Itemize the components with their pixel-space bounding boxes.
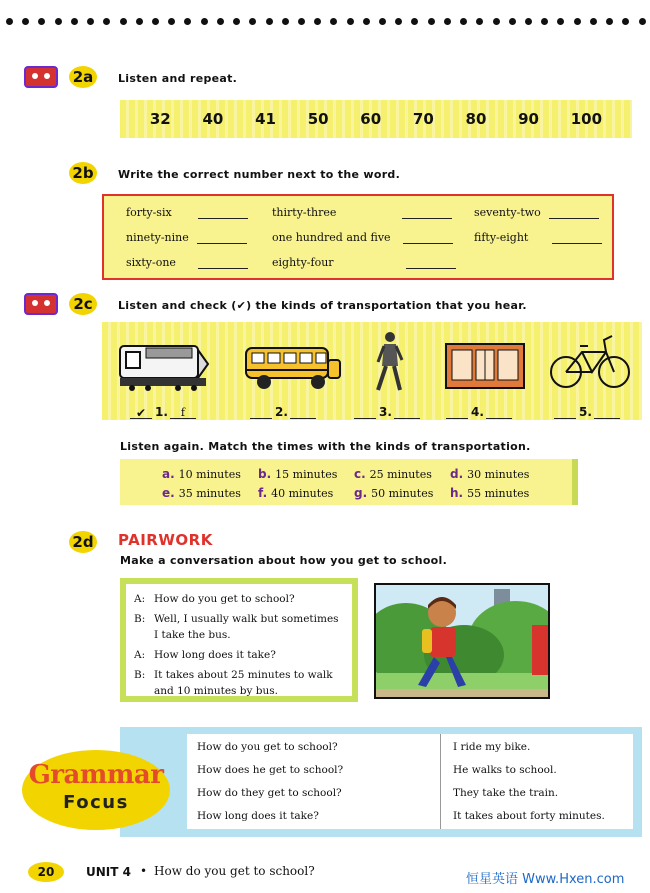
word-item	[126, 256, 248, 269]
slot-number: 3.	[379, 405, 392, 419]
number-item: 80	[465, 110, 487, 128]
dotted-border	[6, 18, 646, 28]
grammar-table	[187, 734, 633, 829]
time-option[interactable]	[450, 467, 529, 481]
option-letter: e.	[162, 486, 175, 500]
word-label: eighty-four	[272, 256, 334, 269]
section-2c-badge: 2c	[69, 293, 97, 315]
option-text: 50 minutes	[371, 487, 434, 500]
slot-number: 5.	[579, 405, 592, 419]
grammar-answer: It takes about forty minutes.	[453, 810, 605, 822]
line-text: It takes about 25 minutes to walk	[154, 669, 333, 681]
page-number: 20	[28, 862, 64, 882]
time-option[interactable]	[258, 486, 333, 500]
bus-icon	[242, 342, 342, 392]
number-item: 60	[360, 110, 382, 128]
word-box	[102, 194, 614, 280]
focus-title: Focus	[63, 792, 129, 813]
option-text: 15 minutes	[275, 468, 338, 481]
word-label: thirty-three	[272, 206, 337, 219]
grammar-divider	[440, 734, 441, 829]
conversation-line	[134, 628, 231, 642]
section-2b-badge: 2b	[69, 162, 97, 184]
letter-blank[interactable]	[290, 406, 316, 419]
word-label: seventy-two	[474, 206, 541, 219]
walking-person-icon	[370, 330, 410, 394]
grammar-answer: I ride my bike.	[453, 741, 531, 753]
option-letter: b.	[258, 467, 272, 481]
answer-slot	[354, 405, 420, 419]
check-blank[interactable]	[554, 406, 576, 419]
answer-slot	[130, 405, 196, 419]
option-text: 40 minutes	[271, 487, 334, 500]
word-label: sixty-one	[126, 256, 176, 269]
number-item: 90	[518, 110, 539, 128]
answer-slot	[250, 405, 316, 419]
answer-blank[interactable]	[552, 232, 602, 244]
slot-number: 4.	[471, 405, 484, 419]
number-item: 32	[149, 110, 171, 128]
answer-blank[interactable]	[198, 257, 248, 269]
check-blank[interactable]	[446, 406, 468, 419]
section-2d-instruction: Make a conversation about how you get to school.	[120, 554, 448, 567]
letter-blank[interactable]	[594, 406, 620, 419]
footer-title: How do you get to school?	[154, 864, 315, 878]
answer-blank[interactable]	[406, 257, 456, 269]
word-item	[126, 206, 248, 219]
word-label: one hundred and five	[272, 231, 391, 244]
slot-number: 1.	[155, 405, 168, 419]
letter-blank[interactable]	[486, 406, 512, 419]
times-box	[120, 459, 578, 505]
watermark: 恒星英语 Www.Hxen.com	[466, 872, 625, 887]
line-text: and 10 minutes by bus.	[154, 685, 278, 697]
word-label: forty-six	[126, 206, 172, 219]
conversation-line	[134, 684, 278, 698]
conversation-line	[134, 668, 333, 682]
option-text: 10 minutes	[178, 468, 241, 481]
speaker-label: A:	[134, 649, 146, 661]
answer-slot	[554, 405, 620, 419]
number-item: 70	[412, 110, 434, 128]
footer-separator: •	[140, 864, 148, 878]
option-text: 55 minutes	[467, 487, 530, 500]
answer-blank[interactable]	[198, 207, 248, 219]
letter-blank[interactable]: f	[170, 406, 196, 419]
number-item: 40	[202, 110, 224, 128]
option-letter: c.	[354, 467, 366, 481]
grammar-question: How do you get to school?	[197, 741, 338, 753]
answer-blank[interactable]	[402, 207, 452, 219]
option-letter: h.	[450, 486, 464, 500]
conversation-box	[120, 578, 358, 702]
word-label: ninety-nine	[126, 231, 189, 244]
cassette-icon	[24, 293, 58, 315]
section-2b-instruction: Write the correct number next to the word.	[118, 168, 401, 181]
line-text: Well, I usually walk but sometimes	[154, 613, 339, 625]
option-text: 30 minutes	[467, 468, 530, 481]
number-item: 50	[307, 110, 329, 128]
grammar-focus-badge	[22, 750, 170, 830]
walking-boy-illustration	[374, 583, 550, 699]
grammar-title: Grammar	[28, 760, 164, 790]
line-text: How long does it take?	[154, 649, 276, 661]
speaker-label	[134, 684, 154, 698]
time-option[interactable]	[162, 486, 241, 500]
time-option[interactable]	[354, 467, 432, 481]
word-item	[272, 231, 453, 244]
word-item	[126, 231, 247, 244]
time-option[interactable]	[162, 467, 241, 481]
cassette-icon	[24, 66, 58, 88]
check-blank[interactable]: ✔	[130, 406, 152, 419]
subway-icon	[444, 342, 526, 390]
grammar-answer: They take the train.	[453, 787, 559, 799]
option-text: 35 minutes	[178, 487, 241, 500]
word-item	[474, 231, 602, 244]
unit-label: UNIT 4	[86, 865, 131, 879]
conversation-line	[134, 592, 295, 606]
line-text: I take the bus.	[154, 629, 231, 641]
answer-blank[interactable]	[549, 207, 599, 219]
answer-blank[interactable]	[197, 232, 247, 244]
section-2c-instruction: Listen and check (✔) the kinds of transportation that you hear.	[118, 299, 527, 312]
grammar-answer: He walks to school.	[453, 764, 557, 776]
section-2d-badge: 2d	[69, 531, 97, 553]
option-text: 25 minutes	[369, 468, 432, 481]
number-item: 100	[570, 110, 603, 128]
conversation-line	[134, 648, 276, 662]
speaker-label	[134, 628, 154, 642]
section-2a-instruction: Listen and repeat.	[118, 72, 238, 85]
train-icon	[118, 340, 210, 392]
word-item	[272, 206, 452, 219]
conversation-line	[134, 612, 339, 626]
word-label: fifty-eight	[474, 231, 529, 244]
section-2c-instruction-2: Listen again. Match the times with the kinds of transportation.	[120, 440, 531, 453]
grammar-question: How does he get to school?	[197, 764, 344, 776]
speaker-label: A:	[134, 593, 146, 605]
word-item	[474, 206, 599, 219]
check-blank[interactable]	[354, 406, 376, 419]
time-option[interactable]	[354, 486, 433, 500]
check-blank[interactable]	[250, 406, 272, 419]
option-letter: f.	[258, 486, 268, 500]
section-2a-badge: 2a	[69, 66, 97, 88]
option-letter: d.	[450, 467, 464, 481]
speaker-label: B:	[134, 669, 146, 681]
time-option[interactable]	[258, 467, 337, 481]
grammar-question: How long does it take?	[197, 810, 319, 822]
bicycle-icon	[548, 332, 632, 390]
answer-slot	[446, 405, 512, 419]
transportation-strip	[102, 322, 642, 420]
speaker-label: B:	[134, 613, 146, 625]
slot-number: 2.	[275, 405, 288, 419]
grammar-question: How do they get to school?	[197, 787, 342, 799]
letter-blank[interactable]	[394, 406, 420, 419]
option-letter: g.	[354, 486, 368, 500]
option-letter: a.	[162, 467, 175, 481]
answer-blank[interactable]	[403, 232, 453, 244]
pairwork-heading: PAIRWORK	[118, 531, 213, 549]
number-bar	[120, 100, 632, 138]
line-text: How do you get to school?	[154, 593, 295, 605]
word-item	[272, 256, 456, 269]
time-option[interactable]	[450, 486, 529, 500]
number-item: 41	[255, 110, 276, 128]
